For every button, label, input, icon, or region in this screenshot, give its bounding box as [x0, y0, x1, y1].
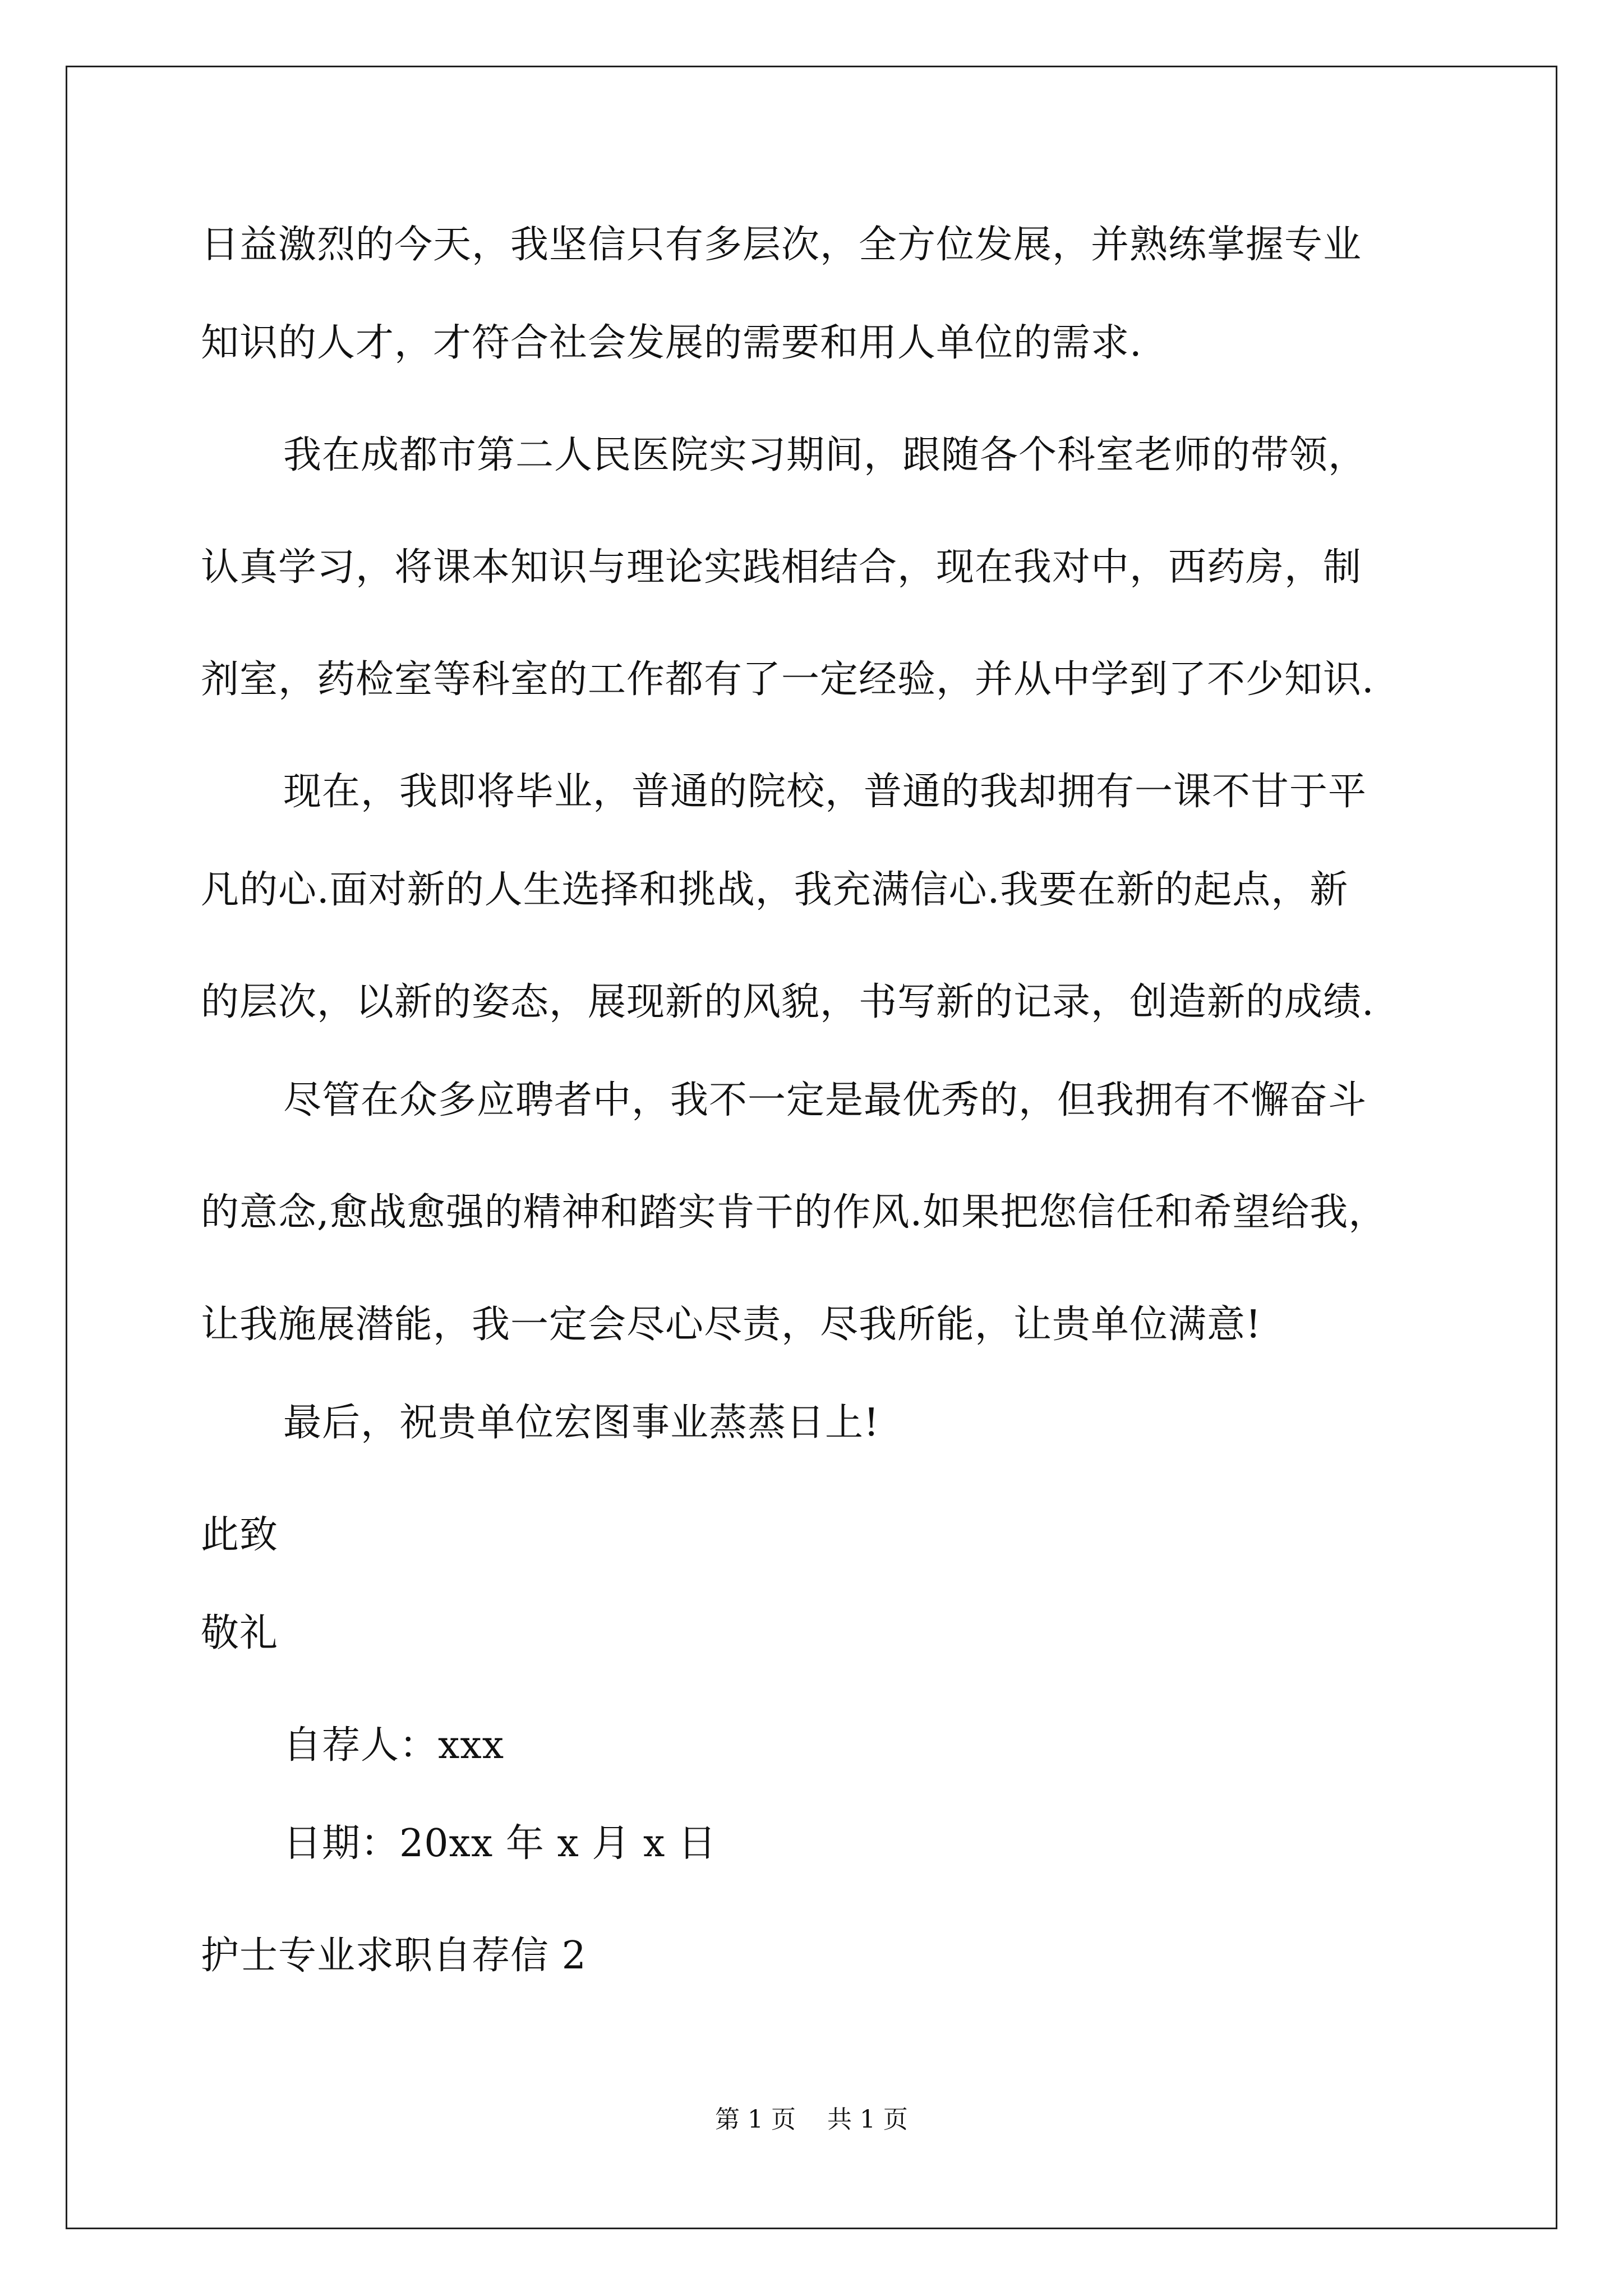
- date-line: 日期：20xx 年 x 月 x 日: [283, 1821, 717, 1866]
- salutation-cizhi: 此致: [201, 1513, 279, 1557]
- paragraph-line: 认真学习，将课本知识与理论实践相结合，现在我对中，西药房，制: [201, 545, 1362, 590]
- paragraph-line: 的层次，以新的姿态，展现新的风貌，书写新的记录，创造新的成绩.: [201, 980, 1375, 1024]
- paragraph-line: 尽管在众多应聘者中，我不一定是最优秀的，但我拥有不懈奋斗: [283, 1078, 1367, 1122]
- paragraph-line: 知识的人才，才符合社会发展的需要和用人单位的需求.: [201, 321, 1142, 365]
- closing-wish: 最后，祝贵单位宏图事业蒸蒸日上!: [283, 1401, 880, 1445]
- paragraph-line: 凡的心.面对新的人生选择和挑战，我充满信心.我要在新的起点，新: [201, 868, 1349, 912]
- paragraph-line: 让我施展潜能，我一定会尽心尽责，尽我所能，让贵单位满意!: [201, 1303, 1262, 1347]
- paragraph-line: 现在，我即将毕业，普通的院校，普通的我却拥有一课不甘于平: [283, 770, 1367, 814]
- section-title: 护士专业求职自荐信 2: [201, 1934, 587, 1978]
- paragraph-line: 日益激烈的今天，我坚信只有多层次，全方位发展，并熟练掌握专业: [201, 223, 1362, 267]
- paragraph-line: 剂室，药检室等科室的工作都有了一定经验，并从中学到了不少知识.: [201, 657, 1375, 702]
- paragraph-line: 的意念,愈战愈强的精神和踏实肯干的作风.如果把您信任和希望给我，: [201, 1190, 1387, 1235]
- salutation-jingli: 敬礼: [201, 1611, 279, 1655]
- page-footer: 第 1 页 共 1 页: [715, 2105, 908, 2134]
- page-border: [66, 66, 1557, 2229]
- signature-line: 自荐人：xxx: [283, 1723, 505, 1768]
- paragraph-line: 我在成都市第二人民医院实习期间，跟随各个科室老师的带领，: [283, 433, 1367, 477]
